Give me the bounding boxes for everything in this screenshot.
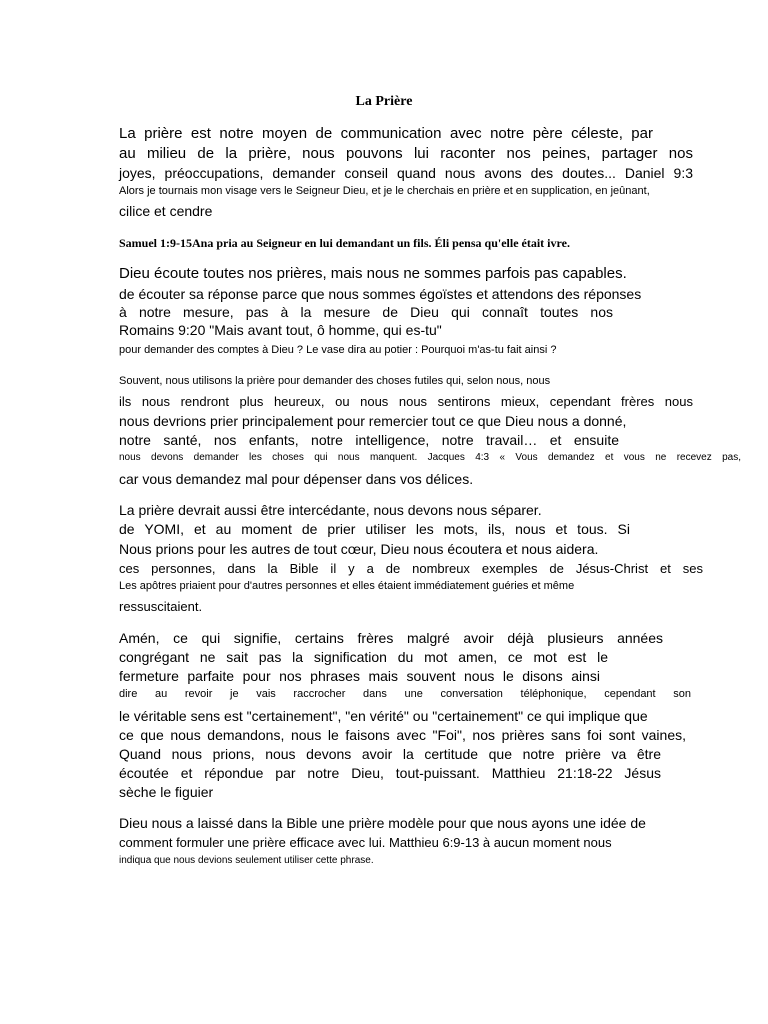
text-line: pour demander des comptes à Dieu ? Le vase dira au potier : Pourquoi m'as-tu fait ainsi ? <box>119 344 557 356</box>
text-line: cilice et cendre <box>119 203 213 219</box>
text-line: fermeture parfaite pour nos phrases mais souvent nous le disons ainsi <box>119 668 600 684</box>
text-line: de YOMI, et au moment de prier utiliser les mots, ils, nous et tous. Si <box>119 521 630 537</box>
text-line: comment formuler une prière efficace avec lui. Matthieu 6:9-13 à aucun moment nous <box>119 835 612 850</box>
text-line: car vous demandez mal pour dépenser dans vos délices. <box>119 471 474 487</box>
text-line: Romains 9:20 "Mais avant tout, ô homme, qui es-tu" <box>119 322 442 338</box>
text-line: le véritable sens est "certainement", "en vérité" ou "certainement" ce qui implique que <box>119 708 648 724</box>
text-line: Amén, ce qui signifie, certains frères malgré avoir déjà plusieurs années <box>119 630 663 646</box>
text-line: Souvent, nous utilisons la prière pour demander des choses futiles qui, selon nous, nous <box>119 375 551 387</box>
text-line: La prière est notre moyen de communication avec notre père céleste, par <box>119 125 653 142</box>
text-line: Dieu nous a laissé dans la Bible une prière modèle pour que nous ayons une idée de <box>119 815 646 831</box>
text-line: écoutée et répondue par notre Dieu, tout-puissant. Matthieu 21:18-22 Jésus <box>119 765 661 781</box>
text-line: Alors je tournais mon visage vers le Seigneur Dieu, et je le cherchais en prière et en supplication, en jeûnant, <box>119 185 650 197</box>
text-line: à notre mesure, pas à la mesure de Dieu qui connaît toutes nos <box>119 304 613 320</box>
text-line: notre santé, nos enfants, notre intelligence, notre travail… et ensuite <box>119 432 619 448</box>
text-line: sèche le figuier <box>119 784 214 800</box>
text-line: joyes, préoccupations, demander conseil quand nous avons des doutes... Daniel 9:3 <box>119 165 693 181</box>
text-line: Quand nous prions, nous devons avoir la certitude que notre prière va être <box>119 746 661 762</box>
text-line: Dieu écoute toutes nos prières, mais nous ne sommes parfois pas capables. <box>119 265 627 282</box>
text-line: au milieu de la prière, nous pouvons lui raconter nos peines, partager nos <box>119 145 693 162</box>
text-line: La prière devrait aussi être intercédante, nous devons nous séparer. <box>119 502 542 518</box>
text-line: congrégant ne sait pas la signification du mot amen, ce mot est le <box>119 649 608 665</box>
text-line: de écouter sa réponse parce que nous sommes égoïstes et attendons des réponses <box>119 286 642 302</box>
text-line: nous devons demander les choses qui nous manquent. Jacques 4:3 « Vous demandez et vous ne recevez pas, <box>119 452 741 463</box>
text-line: ces personnes, dans la Bible il y a de nombreux exemples de Jésus-Christ et ses <box>119 561 703 576</box>
text-line: nous devrions prier principalement pour remercier tout ce que Dieu nous a donné, <box>119 413 627 429</box>
text-line: dire au revoir je vais raccrocher dans une conversation téléphonique, cependant son <box>119 688 691 700</box>
text-line: Les apôtres priaient pour d'autres personnes et elles étaient immédiatement guéries et même <box>119 580 575 592</box>
text-line: indiqua que nous devions seulement utiliser cette phrase. <box>119 855 374 866</box>
text-line: Samuel 1:9-15Ana pria au Seigneur en lui demandant un fils. Éli pensa qu'elle était ivre. <box>119 236 570 250</box>
text-line: Nous prions pour les autres de tout cœur, Dieu nous écoutera et nous aidera. <box>119 541 599 557</box>
text-line: ce que nous demandons, nous le faisons avec "Foi", nos prières sans foi sont vaines, <box>119 727 686 743</box>
text-line: ressuscitaient. <box>119 599 203 614</box>
text-line: ils nous rendront plus heureux, ou nous nous sentirons mieux, cependant frères nous <box>119 394 693 409</box>
page-title: La Prière <box>355 94 413 109</box>
